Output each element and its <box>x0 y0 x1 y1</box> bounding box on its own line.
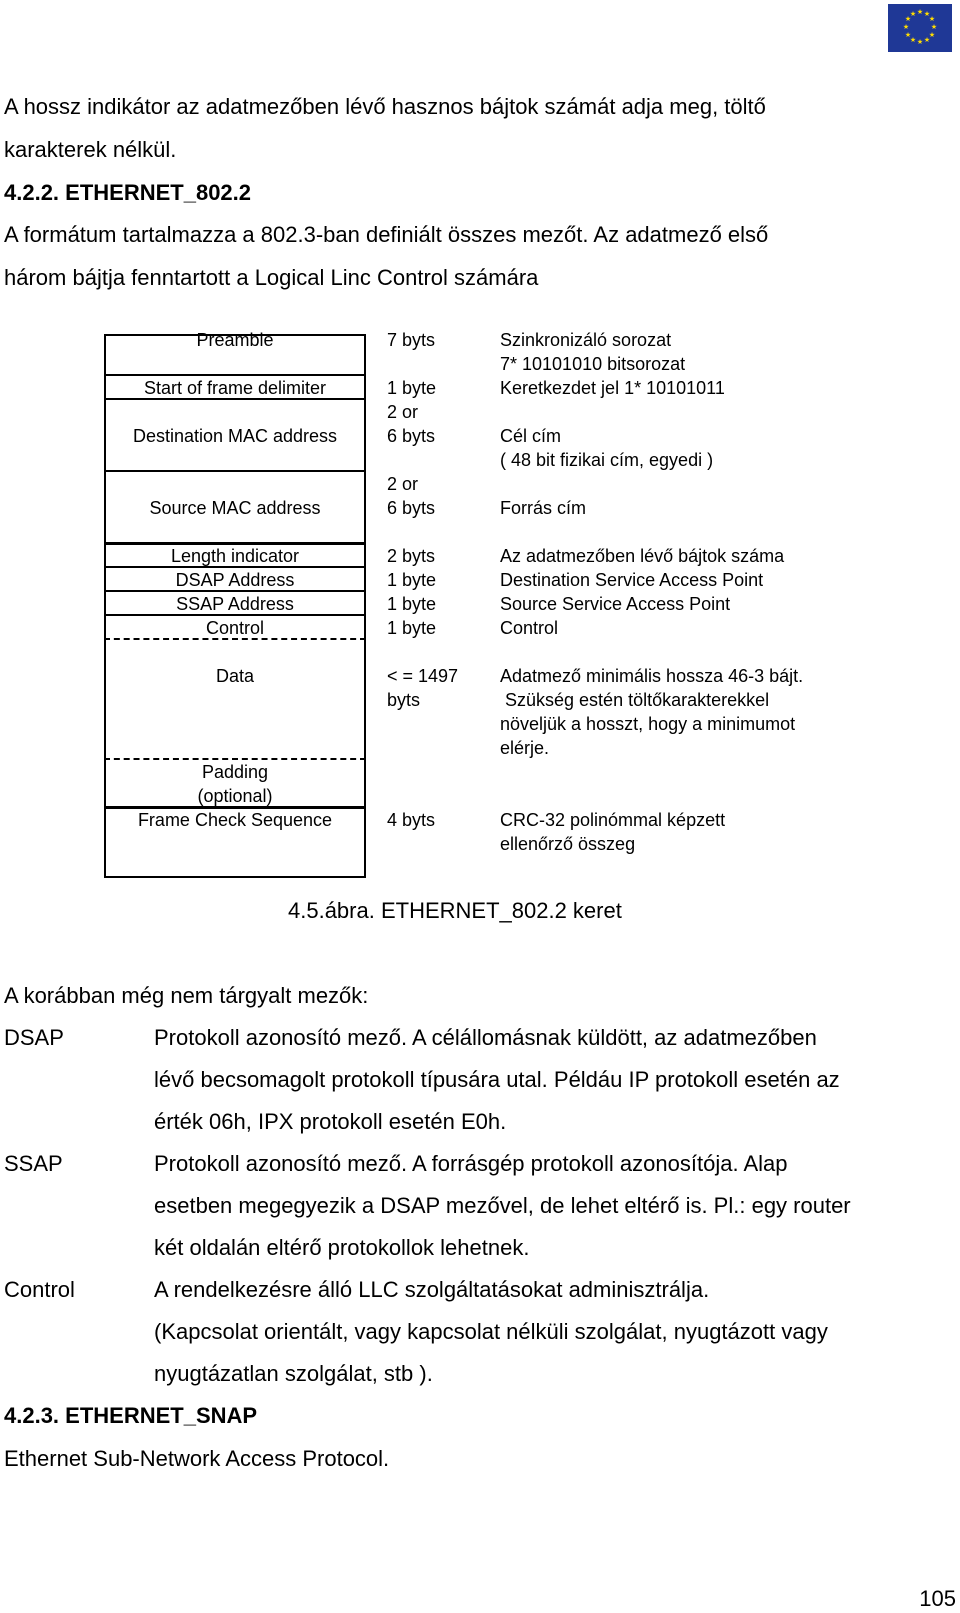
field-length-indicator: Length indicator <box>170 546 300 566</box>
field-padding-optional: (optional) <box>197 786 273 806</box>
intro-line-2: karakterek nélkül. <box>4 137 177 162</box>
fields-intro: A korábban még nem tárgyalt mezők: <box>4 983 369 1008</box>
def-dsap-line-2: lévő becsomagolt protokoll típusára utal. Példáu IP protokoll esetén az <box>154 1067 840 1092</box>
term-dsap: DSAP <box>4 1025 64 1050</box>
field-source-mac: Source MAC address <box>149 498 321 518</box>
def-ssap-line-2: esetben megegyezik a DSAP mezővel, de lehet eltérő is. Pl.: egy router <box>154 1193 851 1218</box>
svg-text:★: ★ <box>909 36 917 44</box>
svg-text:★: ★ <box>916 38 924 46</box>
field-data: Data <box>215 666 255 686</box>
size-sfd: 1 byte <box>387 378 437 398</box>
svg-text:★: ★ <box>928 15 936 23</box>
desc-data-4: elérje. <box>500 738 550 758</box>
eu-flag-icon <box>888 4 952 52</box>
def-ssap-line-1: Protokoll azonosító mező. A forrásgép protokoll azonosítója. Alap <box>154 1151 788 1176</box>
desc-fcs-1: CRC-32 polinómmal képzett <box>500 810 726 830</box>
desc-control: Control <box>500 618 559 638</box>
desc-dsap: Destination Service Access Point <box>500 570 764 590</box>
def-control-line-2: (Kapcsolat orientált, vagy kapcsolat nélküli szolgálat, nyugtázott vagy <box>154 1319 828 1344</box>
field-ssap: SSAP Address <box>176 594 294 614</box>
size-dsap: 1 byte <box>387 570 437 590</box>
size-destination-mac-1: 2 or <box>387 402 419 422</box>
svg-text:★: ★ <box>904 31 912 39</box>
intro-line-1: A hossz indikátor az adatmezőben lévő hasznos bájtok számát adja meg, töltő <box>4 94 766 119</box>
desc-preamble-1: Szinkronizáló sorozat <box>500 330 672 350</box>
desc-source-mac: Forrás cím <box>500 498 587 518</box>
svg-text:★: ★ <box>909 10 917 18</box>
def-control-line-3: nyugtázatlan szolgálat, stb ). <box>154 1361 433 1386</box>
svg-text:★: ★ <box>923 10 931 18</box>
page-number: 105 <box>919 1586 956 1611</box>
section-heading-423: 4.2.3. ETHERNET_SNAP <box>4 1403 258 1428</box>
svg-text:★: ★ <box>902 23 910 31</box>
term-ssap: SSAP <box>4 1151 63 1176</box>
section-423-line-1: Ethernet Sub-Network Access Protocol. <box>4 1446 390 1471</box>
desc-data-2: Szükség estén töltőkarakterekkel <box>500 690 770 710</box>
def-control-line-1: A rendelkezésre álló LLC szolgáltatásokat adminisztrálja. <box>154 1277 710 1302</box>
field-destination-mac: Destination MAC address <box>132 426 338 446</box>
svg-text:★: ★ <box>923 36 931 44</box>
field-control: Control <box>205 618 265 638</box>
def-ssap-line-3: két oldalán eltérő protokollok lehetnek. <box>154 1235 530 1260</box>
section-heading-422: 4.2.2. ETHERNET_802.2 <box>4 180 252 205</box>
divider <box>104 758 366 760</box>
size-data-1: < = 1497 <box>387 666 459 686</box>
svg-text:★: ★ <box>904 15 912 23</box>
size-data-2: byts <box>387 690 421 710</box>
def-dsap-line-1: Protokoll azonosító mező. A célállomásnak küldött, az adatmezőben <box>154 1025 817 1050</box>
svg-text:★: ★ <box>930 23 938 31</box>
size-fcs: 4 byts <box>387 810 436 830</box>
divider <box>104 470 366 472</box>
field-padding: Padding <box>201 762 269 782</box>
desc-data-3: növeljük a hosszt, hogy a minimumot <box>500 714 796 734</box>
size-ssap: 1 byte <box>387 594 437 614</box>
desc-destination-mac-1: Cél cím <box>500 426 562 446</box>
divider <box>104 374 366 376</box>
svg-text:★: ★ <box>928 31 936 39</box>
section-422-line-2: három bájtja fenntartott a Logical Linc Control számára <box>4 265 539 290</box>
desc-sfd: Keretkezdet jel 1* 10101011 <box>500 378 725 398</box>
size-length-indicator: 2 byts <box>387 546 436 566</box>
size-source-mac-1: 2 or <box>387 474 419 494</box>
svg-text:★: ★ <box>916 8 924 16</box>
desc-destination-mac-2: ( 48 bit fizikai cím, egyedi ) <box>500 450 714 470</box>
desc-ssap: Source Service Access Point <box>500 594 731 614</box>
size-preamble: 7 byts <box>387 330 436 350</box>
section-422-line-1: A formátum tartalmazza a 802.3-ban definiált összes mezőt. Az adatmező első <box>4 222 769 247</box>
desc-length-indicator: Az adatmezőben lévő bájtok száma <box>500 546 785 566</box>
size-destination-mac-2: 6 byts <box>387 426 436 446</box>
field-sfd: Start of frame delimiter <box>143 378 327 398</box>
eu-flag-stars <box>888 4 952 52</box>
divider <box>104 542 366 545</box>
term-control: Control <box>4 1277 75 1302</box>
desc-preamble-2: 7* 10101010 bitsorozat <box>500 354 686 374</box>
size-source-mac-2: 6 byts <box>387 498 436 518</box>
def-dsap-line-3: érték 06h, IPX protokoll esetén E0h. <box>154 1109 507 1134</box>
desc-fcs-2: ellenőrző összeg <box>500 834 636 854</box>
field-fcs: Frame Check Sequence <box>137 810 333 830</box>
size-control: 1 byte <box>387 618 437 638</box>
field-preamble: Preamble <box>196 330 274 350</box>
figure-caption: 4.5.ábra. ETHERNET_802.2 keret <box>288 898 622 923</box>
field-dsap: DSAP Address <box>175 570 295 590</box>
desc-data-1: Adatmező minimális hossza 46-3 bájt. <box>500 666 804 686</box>
